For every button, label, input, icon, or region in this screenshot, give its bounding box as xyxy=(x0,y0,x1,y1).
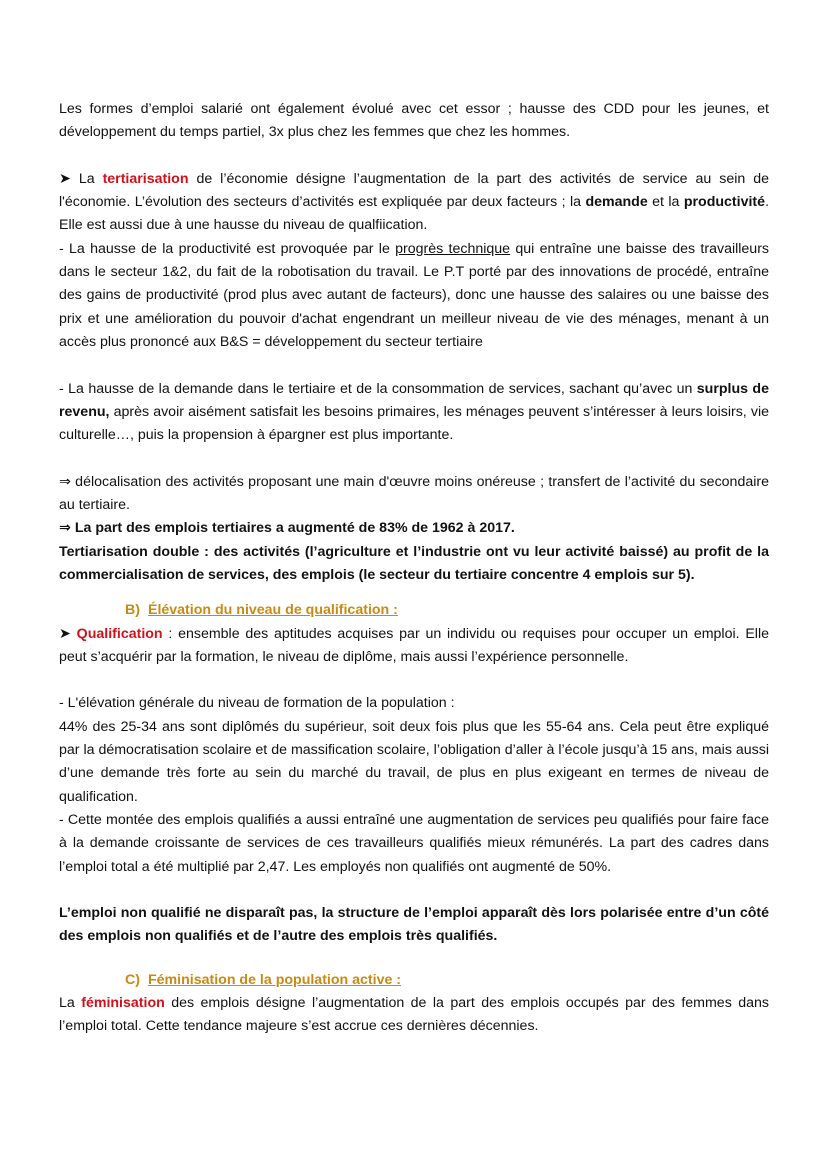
spacer xyxy=(59,354,769,377)
term-qualification: Qualification xyxy=(76,625,163,642)
arrow-bullet: ➤ xyxy=(59,625,77,642)
bold-productivite: productivité xyxy=(683,194,766,211)
spacer xyxy=(59,587,769,599)
text-span: - La hausse de la productivité est provoquée par le xyxy=(59,240,396,257)
paragraph-salaried-forms: Les formes d’emploi salarié ont également évolué avec cet essor ; hausse des CDD pour les jeunes, et développement du temps partiel, 3x plus chez les femmes que chez les hommes. xyxy=(59,101,769,141)
text-span: et la xyxy=(647,194,684,211)
document-body xyxy=(59,98,769,1039)
paragraph-tertiarisation-definition xyxy=(59,168,769,238)
text-span: qui entraîne une baisse des travailleurs dans le secteur 1&2, du fait de la robotisation du travail. Le P.T porté par des innovations de procédé, entraîne des gains de productivité (prod plus avec autant de facteurs), donc une hausse des salaires ou une baisse des prix et une amélioration du pouvoir d'achat engendrant un meilleur niveau de vie des ménages, menant à un accès plus prononcé aux B&S = développement du secteur tertiaire xyxy=(59,240,770,350)
paragraph-productivity xyxy=(59,238,769,354)
text-span: : ensemble des aptitudes acquises par un individu ou requises pour occuper un emploi. Elle peut s’acquérir par la formation, le niveau de diplôme, mais aussi l’expérience personnelle. xyxy=(59,625,769,665)
paragraph-feminisation xyxy=(59,992,769,1039)
text-span: . Elle est aussi due à une hausse du niveau de qualfiication. xyxy=(59,194,770,234)
section-title: Élévation du niveau de qualification : xyxy=(147,602,398,619)
bold-surplus-revenu: surplus de revenu, xyxy=(59,380,769,420)
paragraph-graduates: 44% des 25-34 ans sont diplômés du supérieur, soit deux fois plus que les 55-64 ans. Cela peut être expliqué par la démocratisation scolaire et de massification scolaire, l’obligation d’aller à l’école jusqu’à 15 ans, mais aussi d’une demande très forte au sein du marché du travail, de plus en plus exigeant en termes de niveau de qualification. xyxy=(59,718,769,805)
paragraph-polarisation: L’emploi non qualifié ne disparaît pas, la structure de l’emploi apparaît dès lors polarisée entre d’un côté des emplois non qualifiés et de l’autre des emplois très qualifiés. xyxy=(59,905,769,945)
term-tertiarisation: tertiarisation xyxy=(102,170,189,187)
spacer xyxy=(59,447,769,470)
spacer xyxy=(59,879,769,902)
spacer xyxy=(59,949,769,969)
paragraph-double-tertiarisation: Tertiarisation double : des activités (l’agriculture et l’industrie ont vu leur activité baissé) au profit de la commercialisation de services, des emplois (le secteur du tertiaire concentre 4 emplois sur 5). xyxy=(59,543,769,583)
text-span: des emplois désigne l’augmentation de la part des emplois occupés par des femmes dans l’emploi total. Cette tendance majeure s’est accrue ces dernières décennies. xyxy=(59,994,769,1035)
text-span: de l’économie désigne l’augmentation de la part des activités de service au sein de l'économie. L’évolution des secteurs d’activités est expliquée par deux facteurs ; la xyxy=(59,170,769,211)
paragraph-delocalisation: ⇒ délocalisation des activités proposant une main d'œuvre moins onéreuse ; transfert de l’activité du secondaire au tertiaire. xyxy=(59,473,769,514)
paragraph-tertiary-share: ⇒ La part des emplois tertiaires a augmenté de 83% de 1962 à 2017. xyxy=(59,520,515,537)
section-number: B) xyxy=(125,602,140,619)
bold-demande: demande xyxy=(585,194,648,211)
paragraph-education-level: - L'élévation générale du niveau de formation de la population : xyxy=(59,695,455,712)
text-span: après avoir aisément satisfait les besoins primaires, les ménages peuvent s’intéresser à leurs loisirs, vie culturelle…, puis la propension à épargner est plus importante. xyxy=(59,403,769,444)
section-heading-c xyxy=(125,969,769,992)
term-feminisation: féminisation xyxy=(81,994,165,1011)
paragraph-qualified-jobs: - Cette montée des emplois qualifiés a aussi entraîné une augmentation de services peu qualifiés pour faire face à la demande croissante de services de ces travailleurs qualifiés mieux rémunérés. La part des cadres dans l’emploi total a été multiplié par 2,47. Les employés non qualifiés ont augmenté de 50%. xyxy=(59,811,769,875)
text-span: La xyxy=(59,994,82,1011)
arrow-bullet: ➤ La xyxy=(59,170,103,187)
section-heading-b xyxy=(125,599,769,622)
paragraph-demand xyxy=(59,378,769,448)
underlined-progres-technique: progrès technique xyxy=(395,240,511,257)
paragraph-qualification-definition xyxy=(59,623,769,670)
spacer xyxy=(59,669,769,692)
text-span: - La hausse de la demande dans le tertiaire et de la consommation de services, sachant qu’avec un xyxy=(59,380,697,397)
section-title: Féminisation de la population active : xyxy=(147,971,402,988)
section-number: C) xyxy=(125,971,140,988)
spacer xyxy=(59,145,769,168)
